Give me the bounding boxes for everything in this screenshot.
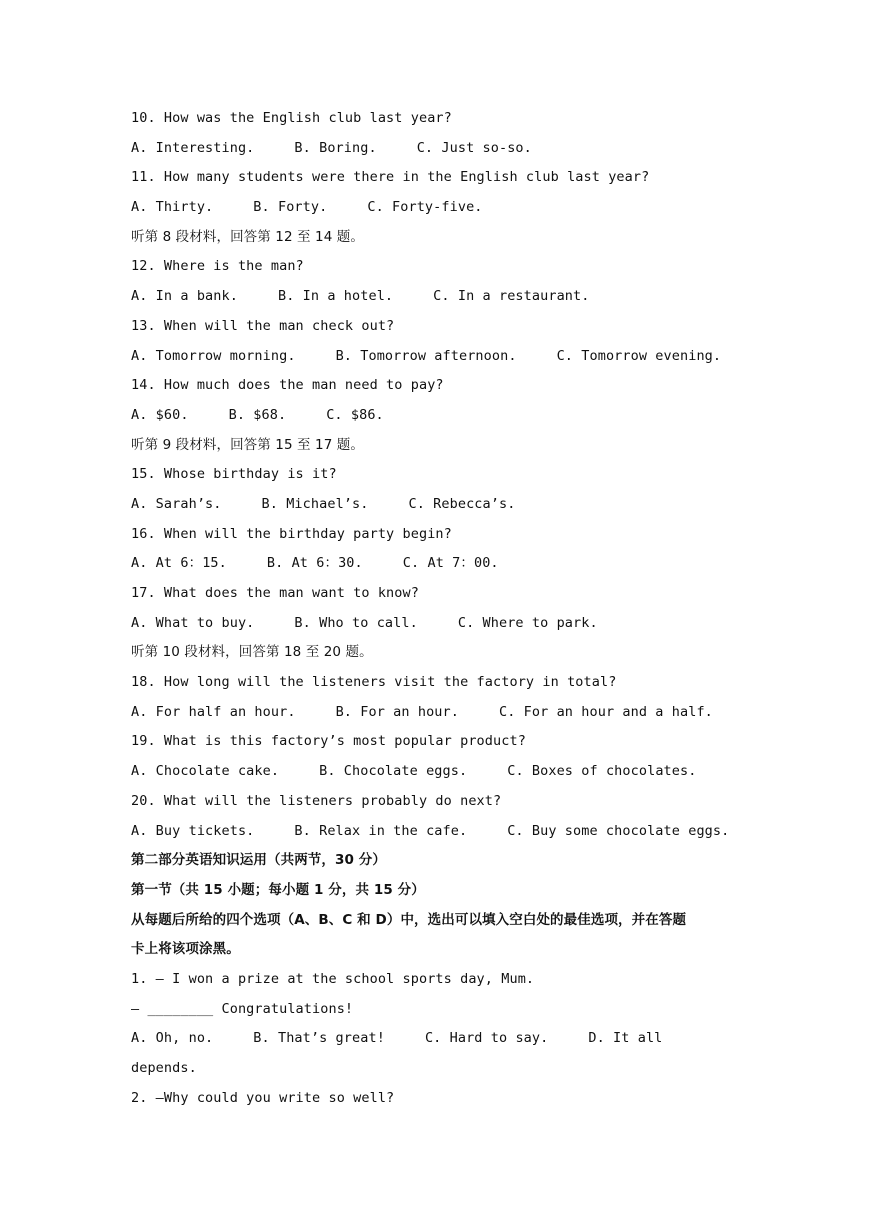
document-lines (131, 104, 751, 1113)
answer-option: C. In a restaurant. (433, 288, 590, 305)
answer-options (131, 549, 751, 579)
answer-option: B. Who to call. (294, 614, 418, 631)
answer-option: A. What to buy. (131, 614, 255, 631)
answer-option: A. For half an hour. (131, 703, 296, 720)
answer-option: C. $86. (326, 406, 384, 423)
section-instruction: 听第 9 段材料，回答第 15 至 17 题。 (131, 436, 364, 453)
question-text: 17. What does the man want to know? (131, 585, 419, 601)
answer-option: B. Tomorrow afternoon. (335, 347, 517, 364)
question-text: 14. How much does the man need to pay? (131, 377, 444, 394)
answer-option: C. Just so-so. (416, 139, 532, 156)
answer-option: A. Buy tickets. (131, 822, 255, 839)
question-text: — ________ Congratulations! (131, 1000, 354, 1017)
answer-option: C. At 7：00. (402, 555, 499, 572)
section-instruction: 听第 10 段材料，回答第 18 至 20 题。 (131, 644, 373, 661)
section-heading: 卡上将该项涂黑。 (131, 941, 240, 958)
answer-option: B. At 6：30. (266, 555, 363, 572)
answer-option: B. Boring. (294, 139, 377, 156)
question-text: 12. Where is the man? (131, 258, 304, 275)
question-text: 15. Whose birthday is it? (131, 466, 337, 483)
question-text: 16. When will the birthday party begin? (131, 525, 452, 542)
answer-options (131, 817, 751, 847)
answer-option: A. Thirty. (131, 199, 214, 216)
question-text: 20. What will the listeners probably do next? (131, 792, 502, 809)
answer-option: A. Sarah’s. (131, 495, 222, 512)
answer-options (131, 609, 751, 639)
answer-option: B. Chocolate eggs. (319, 763, 468, 780)
answer-option: C. Rebecca’s. (408, 495, 516, 512)
answer-option: A. $60. (131, 406, 189, 423)
answer-option: C. Where to park. (457, 614, 598, 631)
answer-options (131, 282, 751, 312)
answer-option: A. Tomorrow morning. (131, 347, 296, 364)
document-page (131, 104, 751, 1113)
answer-options (131, 401, 751, 431)
section-heading: 从每题后所给的四个选项（A、B、C 和 D）中，选出可以填入空白处的最佳选项，并在答题 (131, 911, 687, 928)
question-text: 1. — I won a prize at the school sports day, Mum. (131, 970, 535, 987)
question-text: 10. How was the English club last year? (131, 110, 452, 126)
section-instruction: 听第 8 段材料，回答第 12 至 14 题。 (131, 228, 364, 245)
section-heading: 第一节（共 15 小题；每小题 1 分，共 15 分） (131, 881, 425, 898)
answer-options (131, 342, 751, 372)
answer-option: A. Chocolate cake. (131, 763, 280, 780)
answer-options (131, 193, 751, 223)
answer-option: A. At 6：15. (131, 555, 227, 572)
answer-option: C. Hard to say. (424, 1030, 549, 1047)
answer-options (131, 134, 751, 164)
answer-option: D. It all (588, 1030, 663, 1047)
question-text: 18. How long will the listeners visit the factory in total? (131, 674, 617, 691)
answer-option: C. Forty-five. (367, 199, 483, 216)
answer-option: B. $68. (228, 406, 287, 423)
question-text: 2. —Why could you write so well? (131, 1089, 395, 1106)
answer-options (131, 698, 751, 728)
answer-option: C. Boxes of chocolates. (507, 763, 697, 780)
answer-option: B. Forty. (253, 199, 328, 216)
answer-option: B. Michael’s. (261, 495, 369, 512)
question-text: 11. How many students were there in the English club last year? (131, 169, 650, 186)
question-text: depends. (131, 1060, 197, 1076)
answer-option: A. Oh, no. (131, 1030, 214, 1047)
answer-option: B. In a hotel. (277, 288, 394, 305)
answer-option: B. Relax in the cafe. (294, 822, 468, 839)
answer-option: C. Buy some chocolate eggs. (507, 822, 730, 839)
answer-option: C. For an hour and a half. (498, 703, 713, 720)
answer-option: A. In a bank. (131, 288, 238, 305)
answer-option: C. Tomorrow evening. (556, 347, 722, 364)
answer-option: B. That’s great! (253, 1030, 385, 1047)
section-heading: 第二部分英语知识运用（共两节，30 分） (131, 852, 386, 869)
question-text: 19. What is this factory’s most popular product? (131, 733, 526, 750)
question-text: 13. When will the man check out? (131, 317, 395, 334)
answer-option: B. For an hour. (335, 703, 459, 720)
answer-options (131, 757, 751, 787)
answer-option: A. Interesting. (131, 139, 255, 156)
answer-options (131, 1024, 751, 1054)
answer-options (131, 490, 751, 520)
